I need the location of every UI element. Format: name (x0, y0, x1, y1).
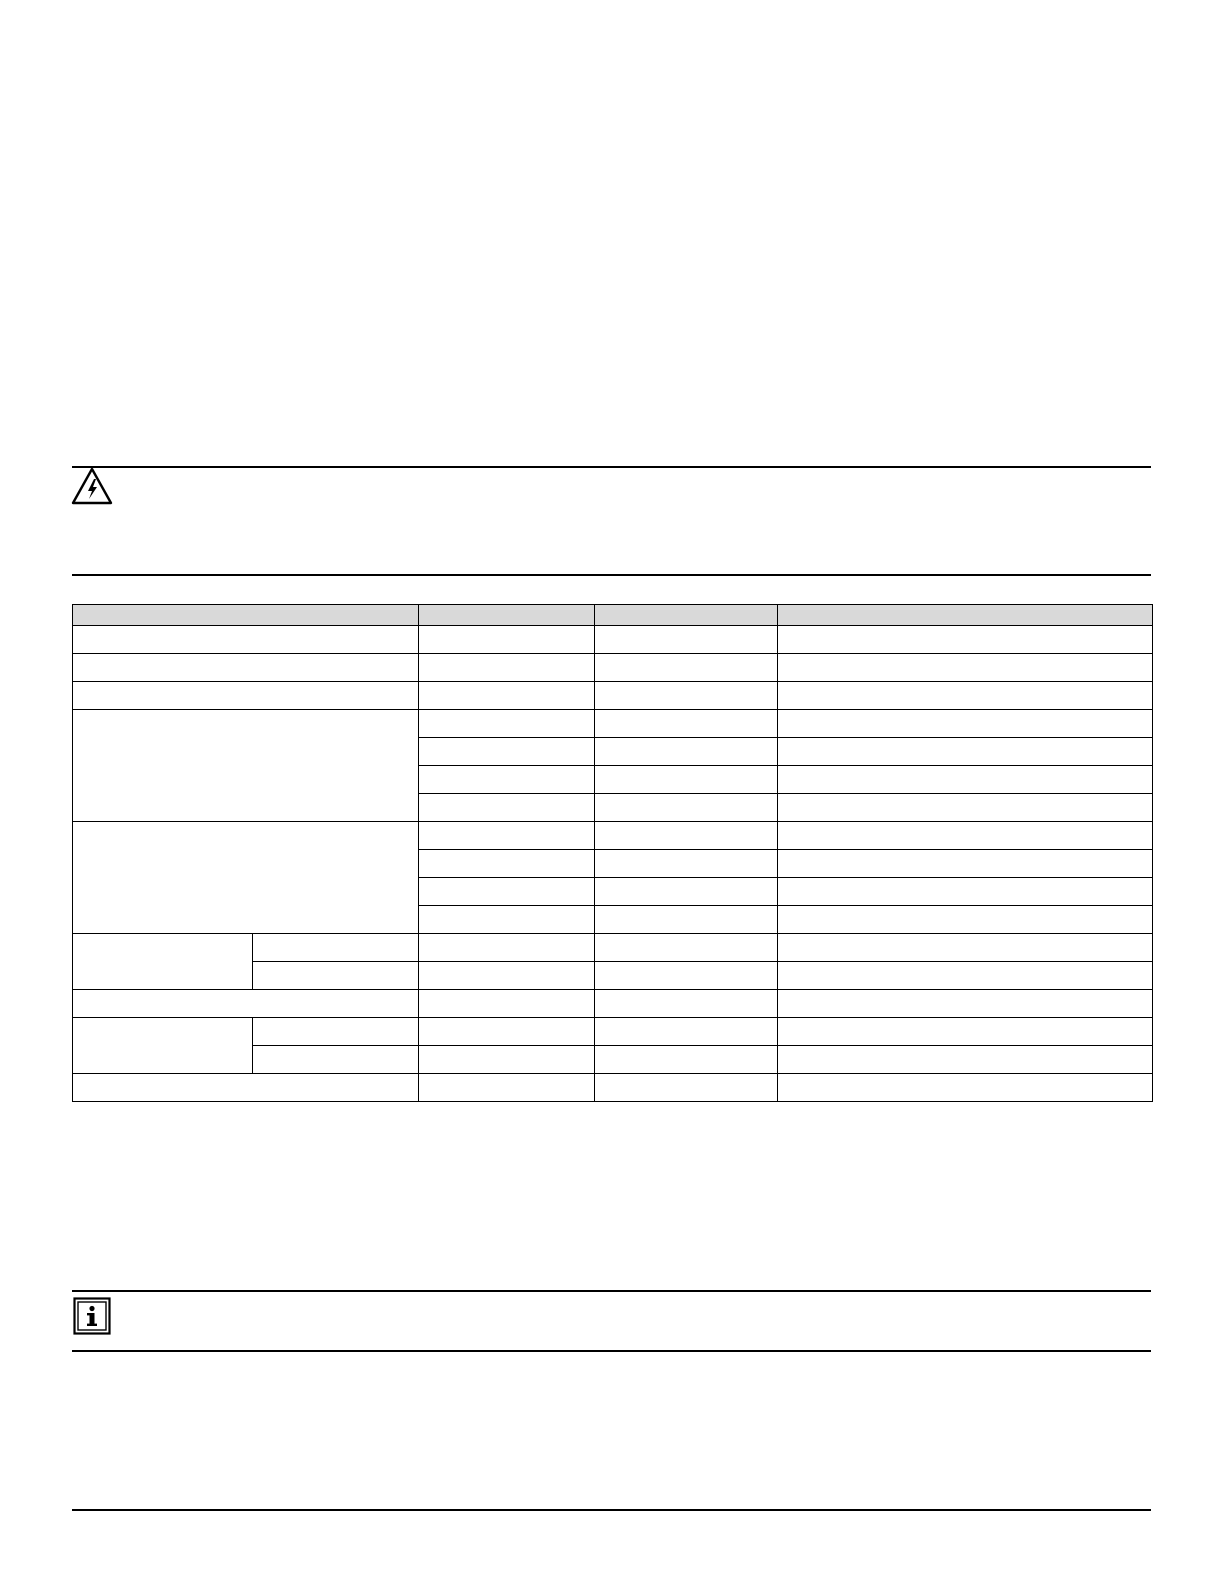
table-cell (595, 906, 778, 934)
table-cell (778, 1046, 1153, 1074)
table-cell (778, 682, 1153, 710)
table-cell (778, 1074, 1153, 1102)
warning-top-rule (72, 466, 1151, 468)
table-cell (419, 1018, 595, 1046)
table-cell (73, 990, 419, 1018)
electrical-hazard-icon (70, 466, 114, 506)
table-cell (419, 822, 595, 850)
table-cell (419, 906, 595, 934)
specification-table (72, 604, 1153, 1102)
table-cell (778, 1018, 1153, 1046)
table-cell (595, 934, 778, 962)
table-cell (595, 1018, 778, 1046)
header-cell (73, 605, 419, 626)
table-cell (595, 990, 778, 1018)
table-cell (778, 654, 1153, 682)
table-cell (419, 934, 595, 962)
table-cell (73, 682, 419, 710)
table-cell (419, 682, 595, 710)
table-cell (595, 822, 778, 850)
table-row (73, 682, 1153, 710)
header-cell (595, 605, 778, 626)
table-cell (778, 738, 1153, 766)
table-row (73, 822, 1153, 850)
table-group-cell (73, 710, 419, 822)
table-cell (419, 738, 595, 766)
footer-rule (72, 1509, 1151, 1511)
table-cell (778, 850, 1153, 878)
table-row (73, 710, 1153, 738)
table-cell (419, 850, 595, 878)
table-cell (778, 794, 1153, 822)
table-cell (778, 710, 1153, 738)
header-cell (778, 605, 1153, 626)
info-top-rule (72, 1290, 1151, 1292)
table-cell (778, 766, 1153, 794)
table-cell (73, 1074, 419, 1102)
table-cell (595, 794, 778, 822)
table-cell (419, 990, 595, 1018)
table-cell (595, 682, 778, 710)
table-cell (595, 878, 778, 906)
table-subcell (253, 1046, 419, 1074)
table-subcell (253, 934, 419, 962)
table-cell (419, 1046, 595, 1074)
table-cell (595, 850, 778, 878)
table-row (73, 626, 1153, 654)
table-cell (778, 962, 1153, 990)
table-cell (73, 626, 419, 654)
table-row (73, 1074, 1153, 1102)
table-cell (778, 822, 1153, 850)
table-cell (419, 962, 595, 990)
table-cell (778, 934, 1153, 962)
table-cell (595, 626, 778, 654)
table-cell (595, 654, 778, 682)
table-header-row (73, 605, 1153, 626)
table-cell (419, 1074, 595, 1102)
table-cell (778, 906, 1153, 934)
table-cell (419, 794, 595, 822)
table-cell (595, 766, 778, 794)
table-group-cell (73, 822, 419, 934)
table-cell (419, 626, 595, 654)
table-group-cell (73, 1018, 253, 1074)
table-cell (595, 1046, 778, 1074)
table-cell (419, 710, 595, 738)
information-icon (73, 1297, 111, 1335)
table-cell (778, 878, 1153, 906)
warning-bottom-rule (72, 574, 1151, 576)
table-cell (595, 738, 778, 766)
table-row (73, 934, 1153, 962)
info-bottom-rule (72, 1350, 1151, 1352)
table-subcell (253, 962, 419, 990)
table-cell (778, 626, 1153, 654)
table-cell (595, 710, 778, 738)
table-cell (419, 654, 595, 682)
table-subcell (253, 1018, 419, 1046)
table-cell (778, 990, 1153, 1018)
header-cell (419, 605, 595, 626)
table-cell (419, 878, 595, 906)
table-cell (73, 654, 419, 682)
table-cell (595, 962, 778, 990)
table-cell (595, 1074, 778, 1102)
table-cell (419, 766, 595, 794)
table-row (73, 654, 1153, 682)
table-row (73, 990, 1153, 1018)
table-group-cell (73, 934, 253, 990)
table-row (73, 1018, 1153, 1046)
